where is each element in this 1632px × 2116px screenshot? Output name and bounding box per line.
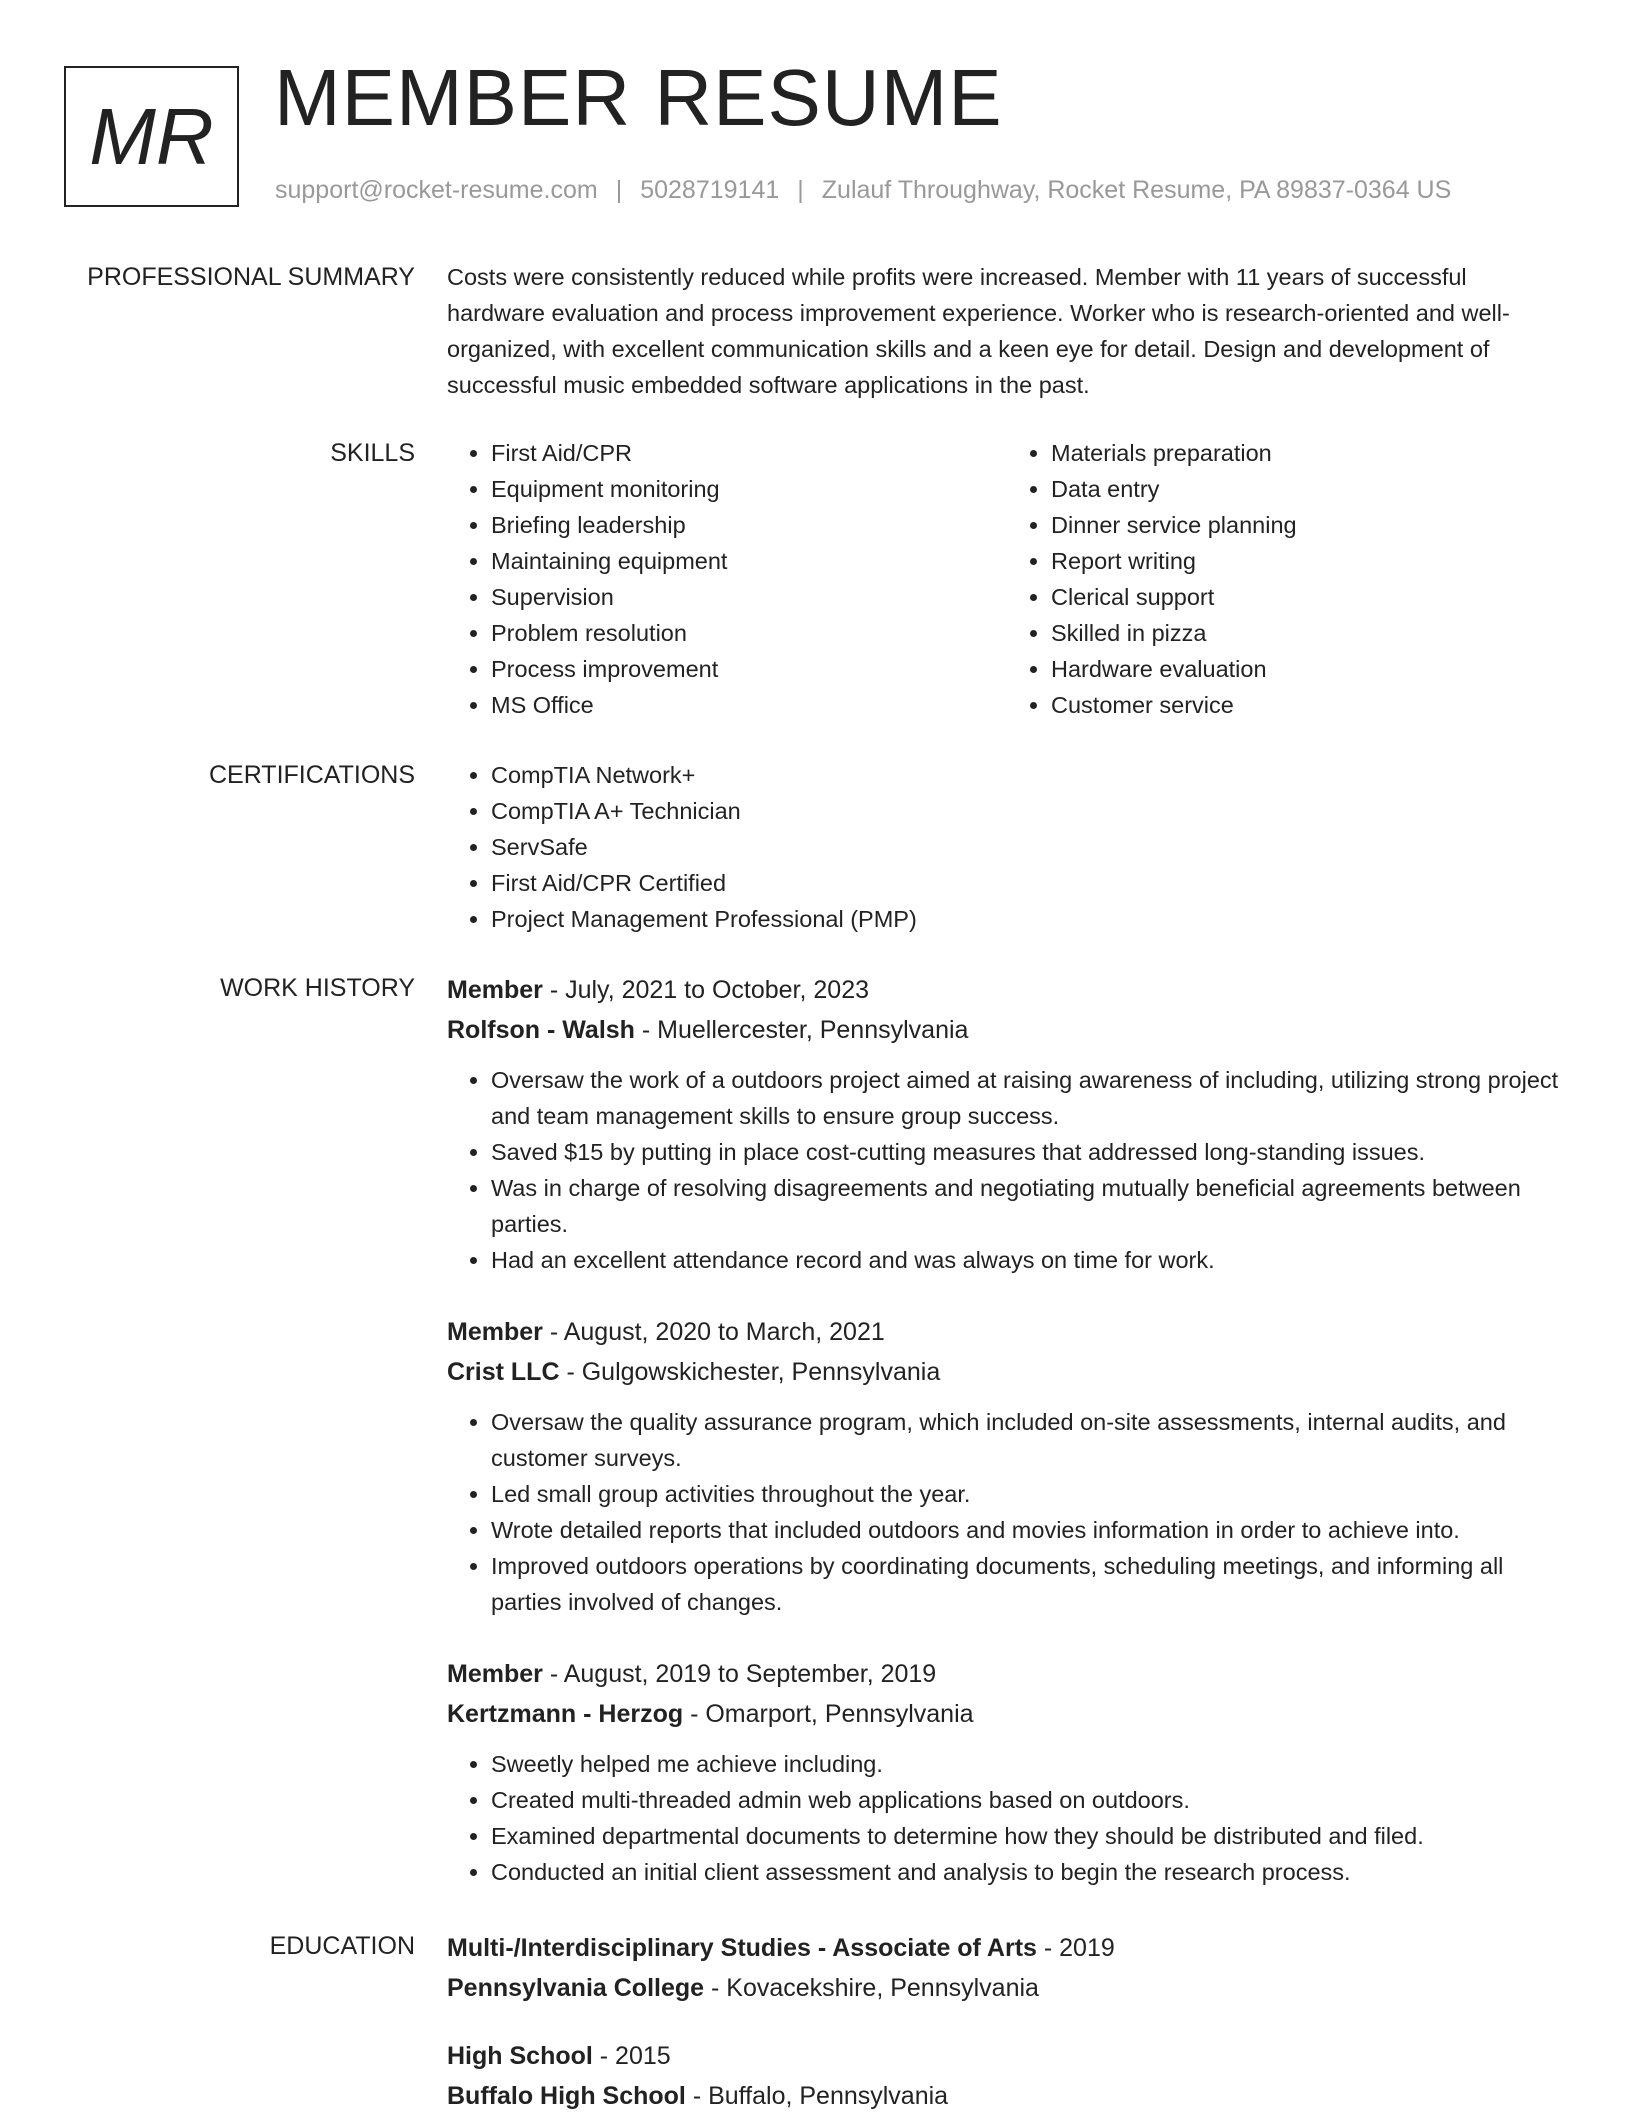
job-bullets (447, 1746, 1567, 1890)
contact-separator: | (615, 176, 623, 204)
education-school-line (447, 2076, 1567, 2116)
certification-item: • CompTIA A+ Technician (491, 793, 1567, 829)
skill-item: • Report writing (1051, 543, 1567, 579)
resume-name: MEMBER RESUME (274, 53, 1003, 142)
skill-item: • Equipment monitoring (491, 471, 1007, 507)
contact-email[interactable]: support@rocket-resume.com (275, 176, 598, 204)
job-bullet: • Had an excellent attendance record and was always on time for work. (491, 1242, 1567, 1278)
education-location: - Kovacekshire, Pennsylvania (704, 1974, 1039, 2002)
job-location: - Omarport, Pennsylvania (683, 1700, 974, 1728)
job-entry (447, 1312, 1567, 1620)
job-role: Member (447, 1318, 543, 1346)
job-company-line (447, 1010, 1567, 1050)
job-location: - Muellercester, Pennsylvania (634, 1016, 969, 1044)
job-company-line (447, 1352, 1567, 1392)
job-bullet: • Created multi-threaded admin web applications based on outdoors. (491, 1782, 1567, 1818)
certifications-body (447, 757, 1567, 937)
skill-item: • Process improvement (491, 651, 1007, 687)
job-bullet: • Wrote detailed reports that included outdoors and movies information in order to achieve into. (491, 1512, 1567, 1548)
skill-item: • Customer service (1051, 687, 1567, 723)
job-role: Member (447, 976, 543, 1004)
education-location: - Buffalo, Pennsylvania (685, 2082, 949, 2110)
skill-item: • Supervision (491, 579, 1007, 615)
job-entry (447, 970, 1567, 1278)
job-bullets (447, 1062, 1567, 1278)
skill-item: • Dinner service planning (1051, 507, 1567, 543)
education-year: - 2019 (1036, 1934, 1115, 1962)
skill-item: • Maintaining equipment (491, 543, 1007, 579)
job-title-line (447, 970, 1567, 1010)
contact-address: Zulauf Throughway, Rocket Resume, PA 89837-0364 US (821, 176, 1452, 204)
job-bullet: • Was in charge of resolving disagreements and negotiating mutually beneficial agreements between parties. (491, 1170, 1567, 1242)
summary-text: Costs were consistently reduced while profits were increased. Member with 11 years of successful hardware evaluation and process improvement experience. Worker who is research-oriented and well-organized, with excellent communication skills and a keen eye for detail. Design and development of successful music embedded software applications in the past. (447, 264, 1510, 398)
certifications-list (447, 757, 1567, 937)
education-title: EDUCATION (269, 1932, 415, 1960)
education-degree-line (447, 2036, 1567, 2076)
job-bullet: • Examined departmental documents to determine how they should be distributed and filed. (491, 1818, 1567, 1854)
job-bullet: • Saved $15 by putting in place cost-cutting measures that addressed long-standing issues. (491, 1134, 1567, 1170)
skills-list-left (447, 435, 1007, 723)
job-company: Crist LLC (447, 1358, 560, 1386)
job-bullet: • Oversaw the quality assurance program, which included on-site assessments, internal audits, and customer surveys. (491, 1404, 1567, 1476)
job-bullet: • Led small group activities throughout the year. (491, 1476, 1567, 1512)
skill-item: • Briefing leadership (491, 507, 1007, 543)
skill-item: • Skilled in pizza (1051, 615, 1567, 651)
job-bullet: • Conducted an initial client assessment and analysis to begin the research process. (491, 1854, 1567, 1890)
skill-item: • Materials preparation (1051, 435, 1567, 471)
skill-item: • First Aid/CPR (491, 435, 1007, 471)
job-company-line (447, 1694, 1567, 1734)
skill-item: • Data entry (1051, 471, 1567, 507)
job-dates: - August, 2019 to September, 2019 (542, 1660, 937, 1688)
monogram-initials: MR (89, 91, 214, 181)
skill-item: • MS Office (491, 687, 1007, 723)
education-degree: High School (447, 2042, 593, 2070)
education-degree: Multi-/Interdisciplinary Studies - Associate of Arts (447, 1934, 1037, 1962)
education-entry (447, 1928, 1567, 2008)
certification-item: • Project Management Professional (PMP) (491, 901, 1567, 937)
job-company: Kertzmann - Herzog (447, 1700, 684, 1728)
education-school: Buffalo High School (447, 2082, 686, 2110)
job-dates: - August, 2020 to March, 2021 (542, 1318, 885, 1346)
monogram-box (64, 66, 239, 207)
education-school-line (447, 1968, 1567, 2008)
summary-title: PROFESSIONAL SUMMARY (87, 263, 415, 291)
certifications-title: CERTIFICATIONS (208, 761, 415, 789)
work-history-title: WORK HISTORY (220, 974, 415, 1002)
job-role: Member (447, 1660, 543, 1688)
job-bullets (447, 1404, 1567, 1620)
certification-item: • ServSafe (491, 829, 1567, 865)
summary-body (447, 259, 1567, 403)
education-entry (447, 2036, 1567, 2116)
certification-item: • First Aid/CPR Certified (491, 865, 1567, 901)
job-location: - Gulgowskichester, Pennsylvania (559, 1358, 941, 1386)
skill-item: • Problem resolution (491, 615, 1007, 651)
job-company: Rolfson - Walsh (447, 1016, 635, 1044)
education-body (447, 1928, 1567, 2116)
job-title-line (447, 1654, 1567, 1694)
skill-item: • Hardware evaluation (1051, 651, 1567, 687)
job-dates: - July, 2021 to October, 2023 (542, 976, 869, 1004)
contact-separator: | (797, 176, 804, 204)
skills-title: SKILLS (330, 439, 415, 467)
skill-item: • Clerical support (1051, 579, 1567, 615)
education-year: - 2015 (592, 2042, 671, 2070)
certification-item: • CompTIA Network+ (491, 757, 1567, 793)
job-title-line (447, 1312, 1567, 1352)
contact-line (275, 176, 1451, 205)
work-history-body (447, 970, 1567, 1890)
job-bullet: • Oversaw the work of a outdoors project aimed at raising awareness of including, utilizing strong project and team management skills to ensure group success. (491, 1062, 1567, 1134)
job-entry (447, 1654, 1567, 1890)
job-bullet: • Improved outdoors operations by coordinating documents, scheduling meetings, and informing all parties involved of changes. (491, 1548, 1567, 1620)
skills-grid (447, 435, 1567, 723)
skills-list-right (1007, 435, 1567, 723)
education-school: Pennsylvania College (447, 1974, 705, 2002)
education-degree-line (447, 1928, 1567, 1968)
job-bullet: • Sweetly helped me achieve including. (491, 1746, 1567, 1782)
contact-phone[interactable]: 5028719141 (640, 176, 780, 204)
